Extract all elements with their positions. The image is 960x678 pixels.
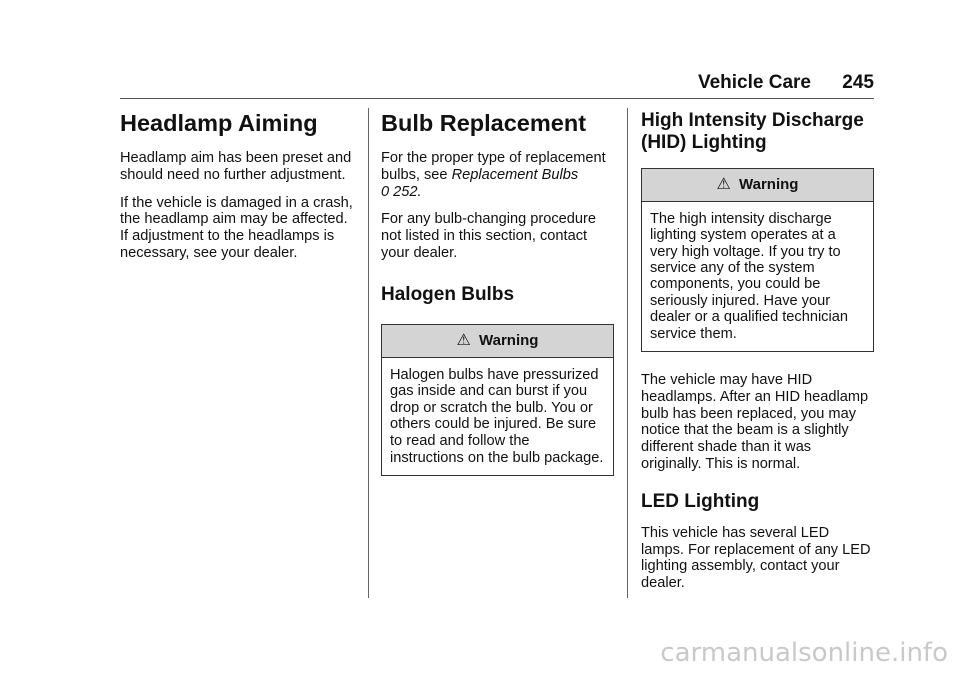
led-paragraph: This vehicle has several LED lamps. For replacement of any LED lighting assembly, contact your dealer. bbox=[641, 524, 871, 592]
warning-header bbox=[642, 169, 873, 202]
section-title: Vehicle Care bbox=[697, 72, 812, 93]
warning-label: Warning bbox=[479, 331, 539, 349]
column-divider-2 bbox=[627, 108, 628, 598]
halogen-warning-box bbox=[381, 324, 614, 476]
warning-label: Warning bbox=[739, 176, 799, 193]
hid-warning-box bbox=[641, 168, 874, 352]
column-hid-lighting bbox=[641, 108, 874, 603]
column-headlamp-aiming bbox=[120, 108, 356, 273]
headlamp-aiming-paragraph-2: If the vehicle is damaged in a crash, the headlamp aim may be affected. If adjustment to the headlamps is necessary, see your dealer. bbox=[120, 194, 353, 261]
replacement-bulbs-page-ref[interactable]: 0 252. bbox=[381, 183, 422, 200]
halogen-warning-text: Halogen bulbs have pressurized gas inside and can burst if you drop or scratch the bulb. You or others could be injured. Be sure to read and follow the instructions on the bulb package. bbox=[390, 366, 604, 466]
watermark: carmanualsonline.info bbox=[660, 638, 948, 668]
bulb-replacement-title: Bulb Replacement bbox=[381, 110, 587, 136]
replacement-bulbs-link[interactable]: Replacement Bulbs bbox=[451, 166, 579, 183]
header-rule bbox=[120, 98, 874, 99]
hid-paragraph: The vehicle may have HID headlamps. After an HID headlamp bulb has been replaced, you may notice that the beam is a slightly different shade than it was originally. This is normal. bbox=[641, 372, 869, 473]
page-header bbox=[698, 72, 874, 94]
headlamp-aiming-title: Headlamp Aiming bbox=[120, 110, 318, 136]
hid-lighting-title: High Intensity Discharge (HID) Lighting bbox=[641, 110, 864, 153]
bulb-replacement-paragraph-1 bbox=[381, 150, 614, 200]
page-number: 245 bbox=[842, 72, 874, 93]
led-lighting-title: LED Lighting bbox=[641, 490, 760, 512]
column-bulb-replacement bbox=[381, 108, 614, 492]
headlamp-aiming-paragraph-1: Headlamp aim has been preset and should need no further adjustment. bbox=[120, 150, 352, 183]
bulb-replacement-paragraph-2: For any bulb-changing procedure not listed in this section, contact your dealer. bbox=[381, 211, 596, 261]
bulb-replacement-text: For the proper type of replacement bulbs, see bbox=[381, 150, 606, 183]
hid-warning-text: The high intensity discharge lighting system operates at a very high voltage. If you try to service any of the system components, you could be seriously injured. Have your dealer or a qualified technician service them. bbox=[650, 210, 848, 342]
warning-triangle-icon: ⚠ bbox=[456, 331, 471, 349]
warning-triangle-icon: ⚠ bbox=[716, 176, 731, 193]
halogen-bulbs-title: Halogen Bulbs bbox=[381, 283, 515, 305]
column-divider-1 bbox=[368, 108, 369, 598]
warning-header bbox=[382, 325, 613, 358]
